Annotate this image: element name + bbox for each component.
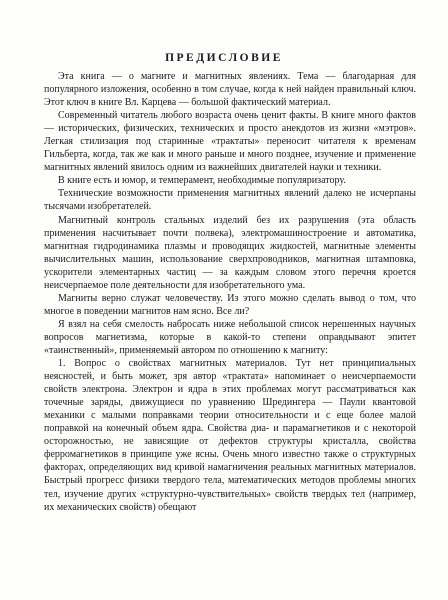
paragraph: Я взял на себя смелость набросать ниже небольшой список нерешенных научных вопросов магнетизма, которые в какой-то степени оправдывают эпитет «таинственный», применяемый автором по отношению к магниту:: [44, 318, 416, 356]
paragraph: 1. Вопрос о свойствах магнитных материалов. Тут нет принципиальных неясностей, и быть может, зря автор «трактата» напоминает о неисчерпаемости свойств электрона. Электрон и ядра в этих проблемах могут рассматриваться как точечные заряды, движущиеся по уравнению Шредингера — Паули квантовой механики с малыми поправками теории относительности и с еще более малой поправкой на конечный объем ядра. Свойства диа- и парамагнетиков и с некоторой осторожностью, не зависящие от дефектов структуры кристалла, свойства ферромагнетиков в принципе уже ясны. Очень много известно также о структурных факторах, определяющих вид кривой намагничения реальных магнитных материалов. Быстрый прогресс физики твердого тела, математических методов проблемы многих тел, изучение других «структурно-чувствительных» свойств твердых тел (например, их механических свойств) обещают: [44, 358, 416, 513]
page-title: ПРЕДИСЛОВИЕ: [165, 52, 283, 64]
paragraph: Эта книга — о магните и магнитных явлениях. Тема — благодарная для популярного изложения, особенно в том случае, когда к ней найден правильный ключ. Этот ключ в книге Вл. Карцева — большой фактический материал.: [44, 71, 416, 109]
paragraph: Технические возможности применения магнитных явлений далеко не исчерпаны тысячами изобретателей.: [44, 188, 416, 213]
paragraph: Магнитный контроль стальных изделий без их разрушения (эта область применения насчитывает почти полвека), электромашиностроение и автоматика, магнитная гидродинамика плазмы и проводящих жидкостей, магнитные элементы вычислительных машин, использование сверхпроводников, магнитная штамповка, ускорители элементарных частиц — за каждым словом этого перечня кроется неисчерпаемое поле деятельности для изобретательного ума.: [44, 214, 416, 291]
paragraph: В книге есть и юмор, и темперамент, необходимые популяризатору.: [58, 175, 346, 187]
preface-body: [44, 70, 416, 514]
paragraph: Магниты верно служат человечеству. Из этого можно сделать вывод о том, что многое в поведении магнитов нам ясно. Все ли?: [44, 292, 416, 317]
paragraph: Современный читатель любого возраста очень ценит факты. В книге много фактов — исторических, физических, технических и просто анекдотов из жизни «мэтров». Легкая стилизация под старинные «трактаты» переносит читателя к временам Гильберта, когда, так же как и много раньше и много позднее, изучение и применение магнитных явлений явилось одним из важнейших двигателей науки и техники.: [44, 110, 416, 174]
